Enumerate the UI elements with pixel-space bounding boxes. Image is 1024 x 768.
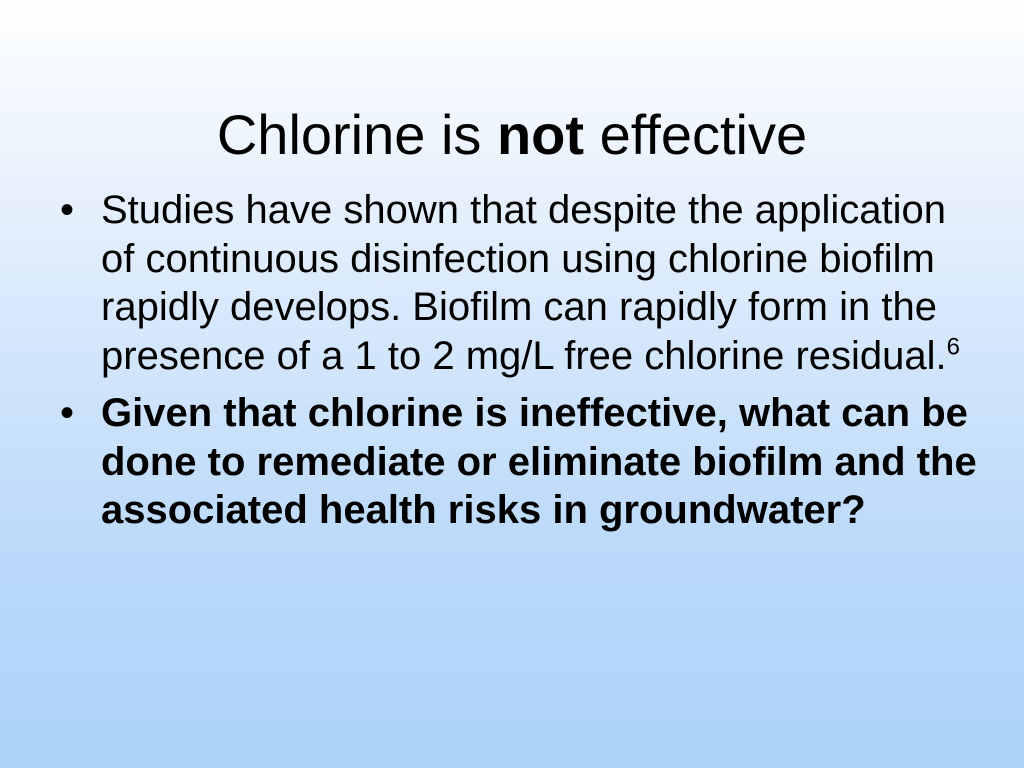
bullet-item-biofilm-studies bbox=[60, 186, 990, 380]
bullet-item-question bbox=[60, 389, 990, 535]
bullet-text: Given that chlorine is ineffective, what can be done to remediate or eliminate biofilm and the associated health risks in groundwater? bbox=[101, 391, 977, 532]
bullet-text bbox=[101, 186, 990, 380]
bullet-point-icon: • bbox=[60, 391, 75, 435]
title-text-before: Chlorine is bbox=[216, 102, 497, 166]
bullet-text-body: Studies have shown that despite the application of continuous disinfection using chlorine biofilm rapidly develops. Biofilm can rapidly form in the presence of a 1 to 2 mg/L free chlorine residual. bbox=[101, 188, 947, 378]
title-emphasis: not bbox=[496, 102, 585, 166]
title-text-after: effective bbox=[584, 102, 808, 166]
bullet-point-icon: • bbox=[60, 188, 75, 232]
reference-superscript: 6 bbox=[946, 333, 961, 361]
slide-title bbox=[0, 100, 1024, 170]
bullet-list bbox=[60, 186, 990, 544]
